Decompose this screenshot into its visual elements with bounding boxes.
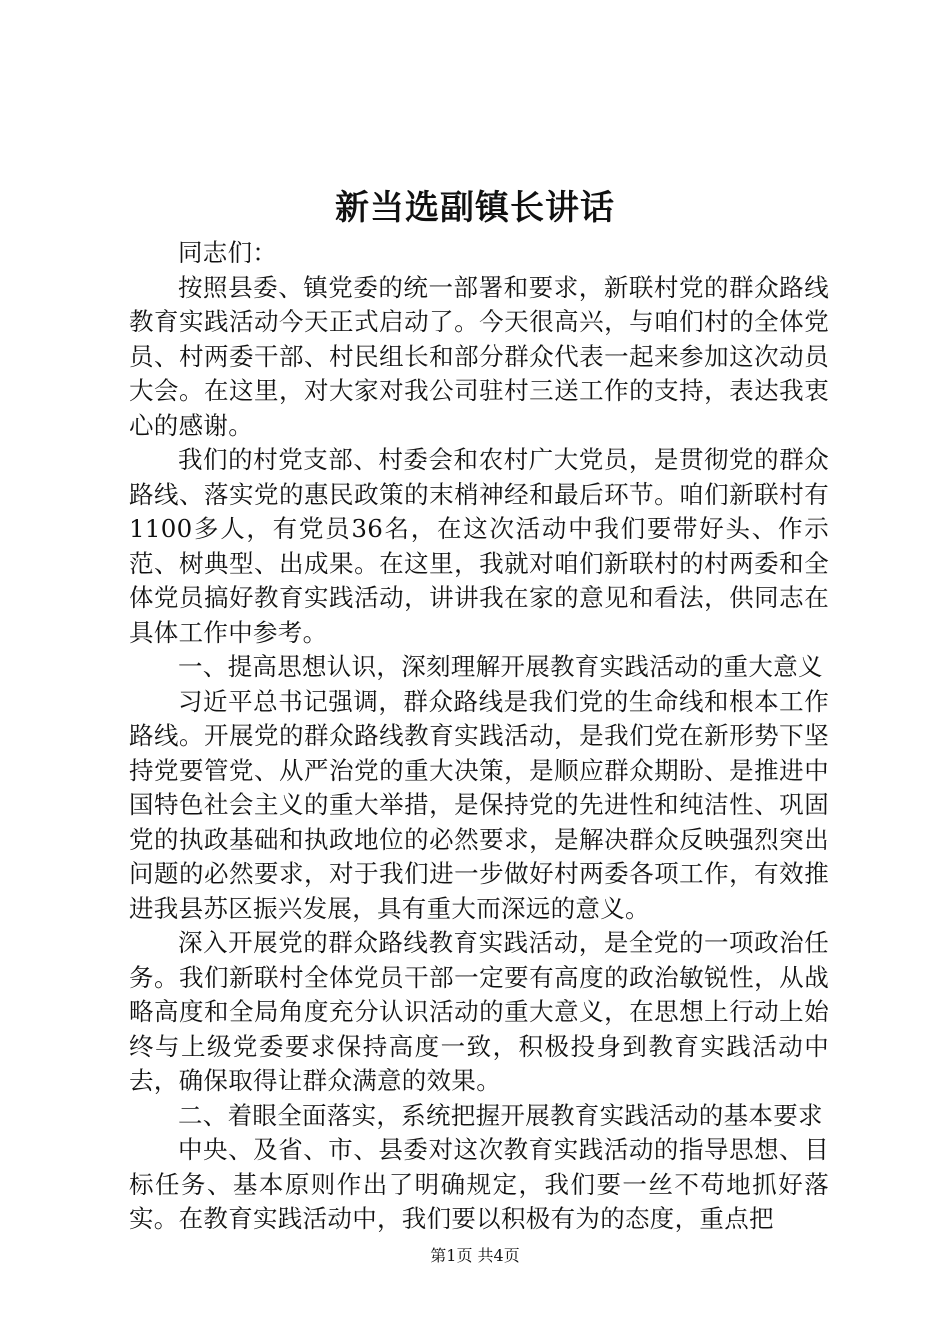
body-paragraph: 深入开展党的群众路线教育实践活动，是全党的一项政治任务。我们新联村全体党员干部一定要有高度的政治敏锐性，从战略高度和全局角度充分认识活动的重大意义，在思想上行动上始终与上级党委要求保持高度一致，积极投身到教育实践活动中去，确保取得让群众满意的效果。 xyxy=(129,928,829,1095)
body-paragraph: 习近平总书记强调，群众路线是我们党的生命线和根本工作路线。开展党的群众路线教育实践活动，是我们党在新形势下坚持党要管党、从严治党的重大决策，是顺应群众期盼、是推进中国特色社会主义的重大举措，是保持党的先进性和纯洁性、巩固党的执政基础和执政地位的必然要求，是解决群众反映强烈突出问题的必然要求，对于我们进一步做好村两委各项工作，有效推进我县苏区振兴发展，具有重大而深远的意义。 xyxy=(129,686,829,923)
section-heading: 二、着眼全面落实，系统把握开展教育实践活动的基本要求 xyxy=(178,1100,823,1130)
page-footer: 第1页 共4页 xyxy=(430,1246,520,1265)
document-title: 新当选副镇长讲话 xyxy=(335,188,615,228)
salutation-paragraph: 同志们： xyxy=(178,238,278,267)
body-paragraph: 我们的村党支部、村委会和农村广大党员，是贯彻党的群众路线、落实党的惠民政策的末梢神经和最后环节。咱们新联村有1100多人，有党员36名，在这次活动中我们要带好头、作示范、树典型、出成果。在这里，我就对咱们新联村的村两委和全体党员搞好教育实践活动，讲讲我在家的意见和看法，供同志在具体工作中参考。 xyxy=(129,445,829,647)
body-paragraph: 中央、及省、市、县委对这次教育实践活动的指导思想、目标任务、基本原则作出了明确规定，我们要一丝不苟地抓好落实。在教育实践活动中，我们要以积极有为的态度，重点把 xyxy=(129,1135,829,1233)
section-heading: 一、提高思想认识，深刻理解开展教育实践活动的重大意义 xyxy=(178,652,823,681)
body-paragraph: 按照县委、镇党委的统一部署和要求，新联村党的群众路线教育实践活动今天正式启动了。今天很高兴，与咱们村的全体党员、村两委干部、村民组长和部分群众代表一起来参加这次动员大会。在这里，对大家对我公司驻村三送工作的支持，表达我衷心的感谢。 xyxy=(129,272,829,440)
document-body xyxy=(129,236,829,1237)
